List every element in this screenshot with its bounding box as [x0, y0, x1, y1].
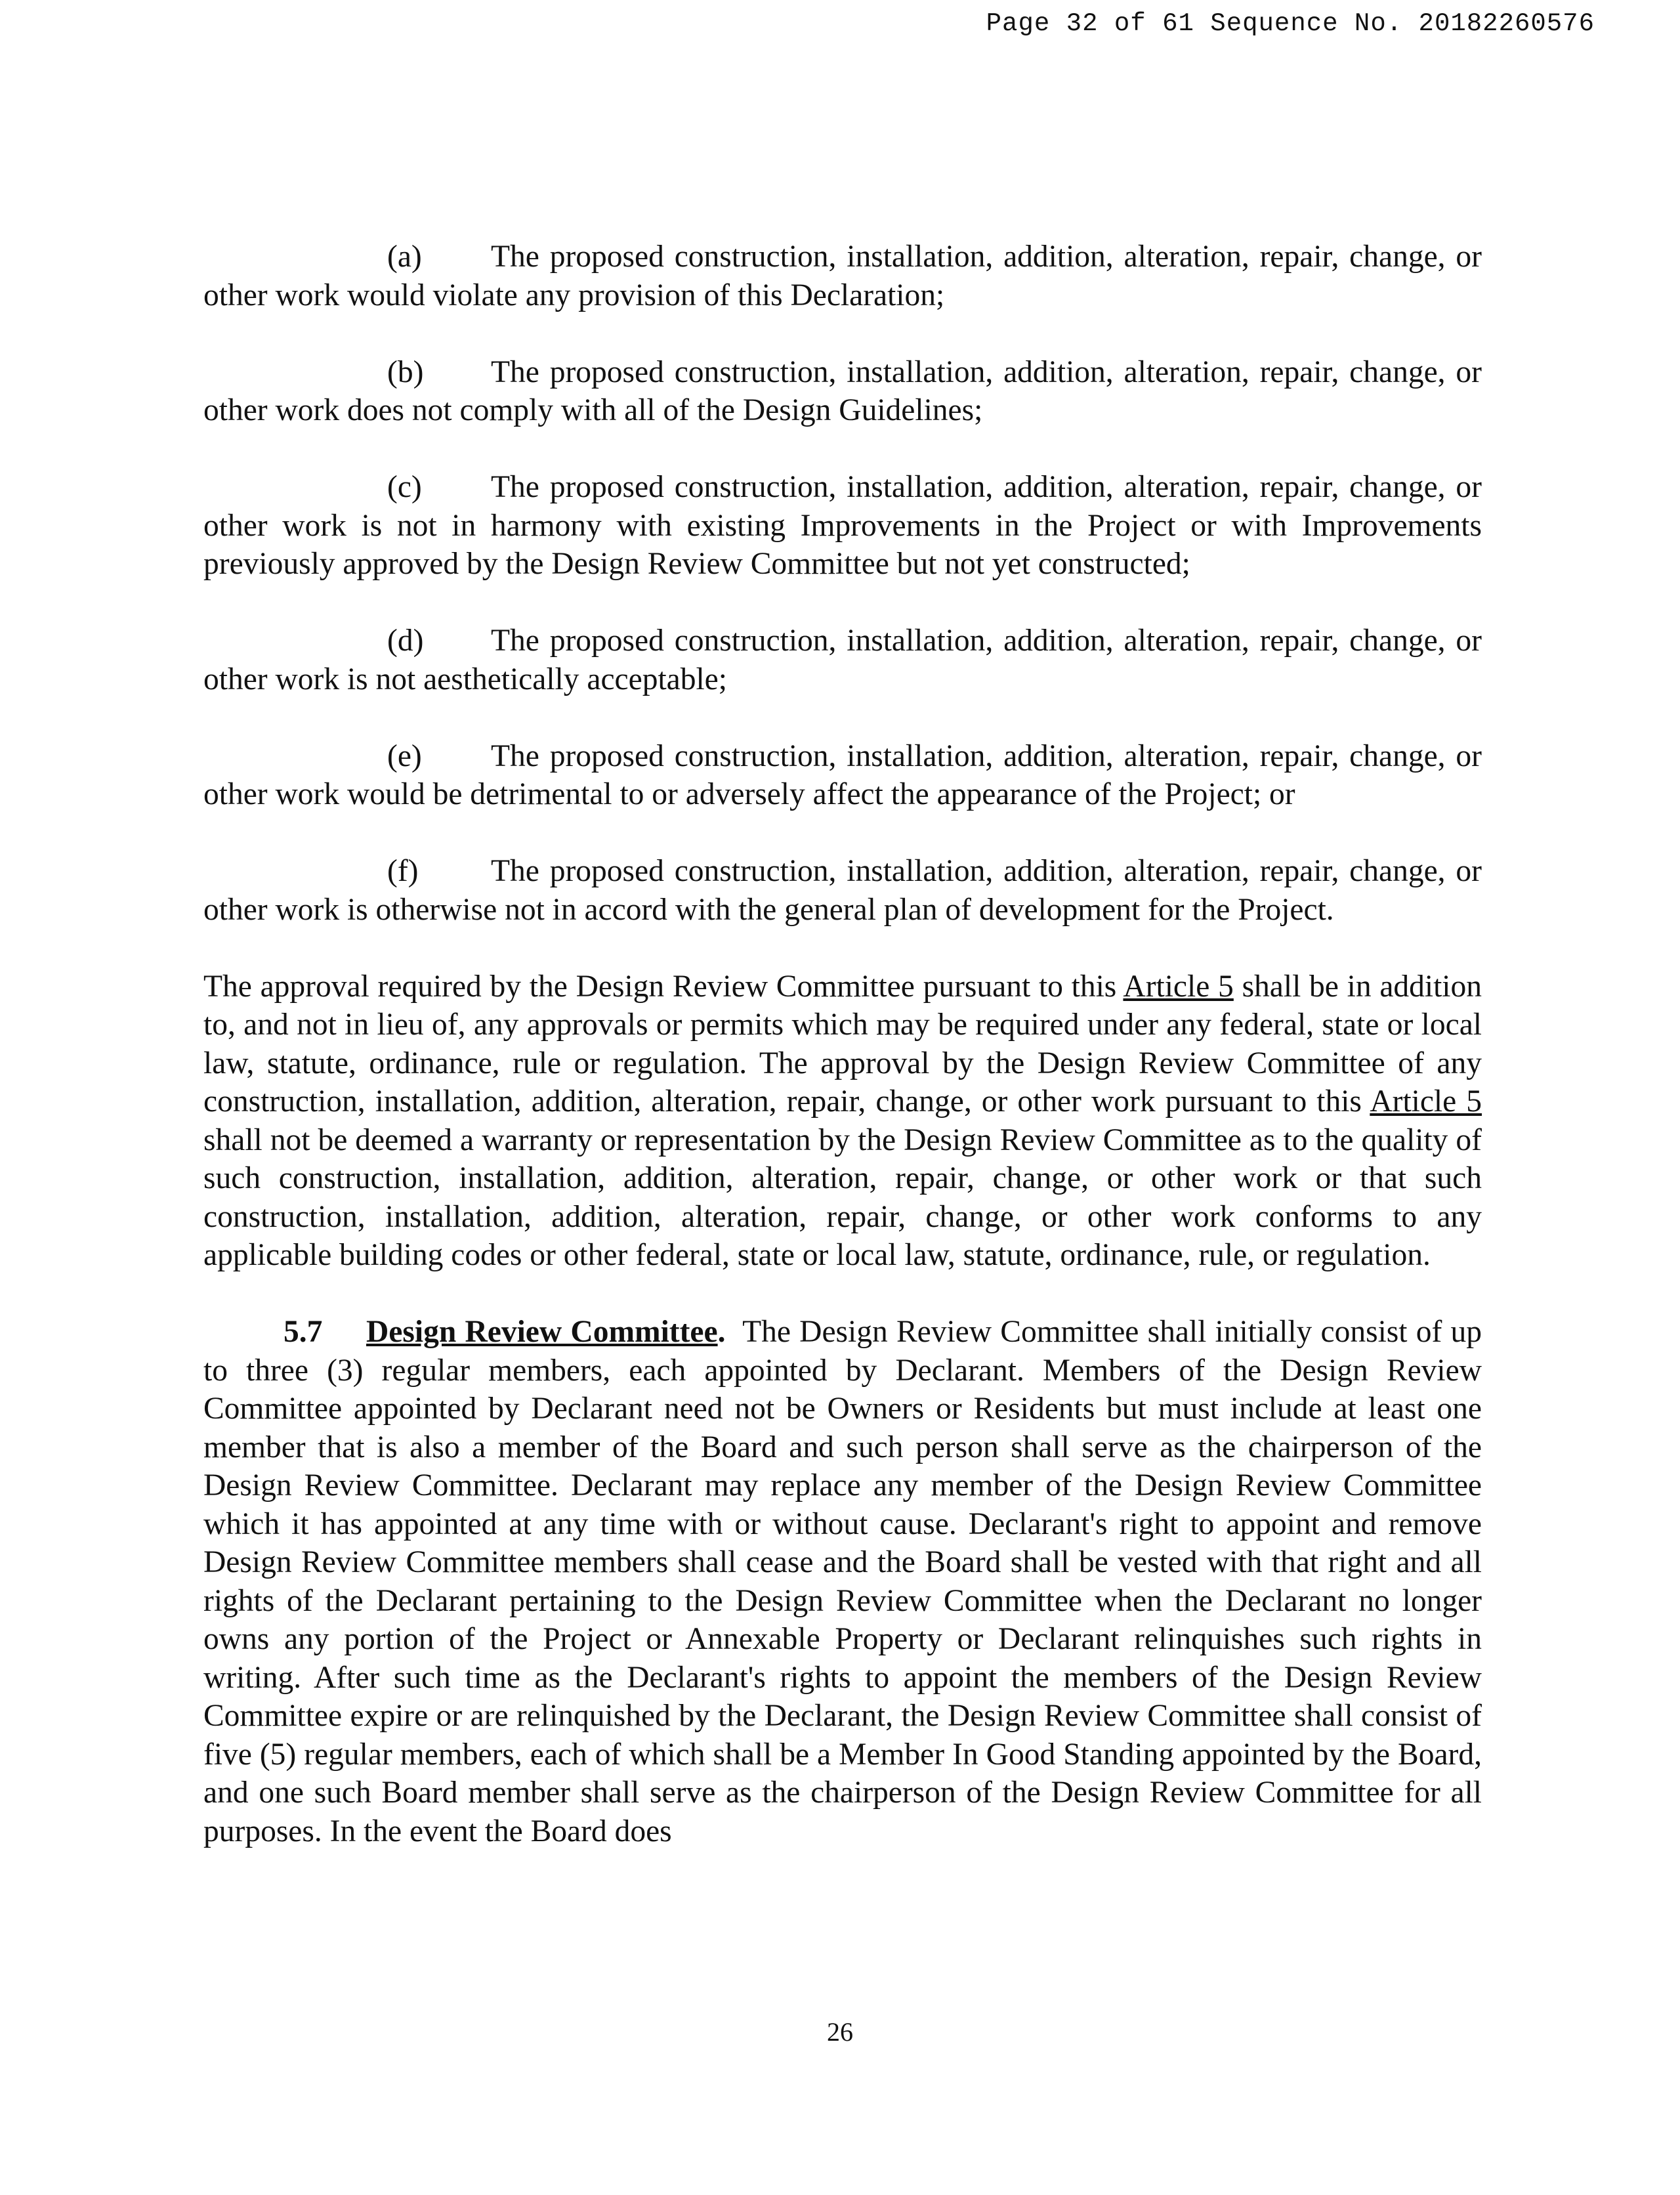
item-label: (f): [387, 854, 419, 888]
item-text: The proposed construction, installation, addition, alteration, repair, change, or other work is not aesthetically acceptable;: [203, 624, 1482, 696]
section-heading-suffix: .: [717, 1315, 726, 1349]
list-item: [203, 852, 1482, 929]
approval-text-1: The approval required by the Design Review Committee pursuant to this: [203, 969, 1124, 1004]
approval-paragraph: [203, 968, 1482, 1275]
item-label: (a): [387, 240, 422, 274]
list-item: [203, 353, 1482, 430]
item-label: (e): [387, 738, 422, 773]
item-label: (c): [387, 470, 422, 504]
page-header: Page 32 of 61 Sequence No. 20182260576: [986, 9, 1595, 38]
document-body: [203, 238, 1482, 1850]
list-item: [203, 238, 1482, 314]
list-item: [203, 622, 1482, 698]
section-5-7: [203, 1313, 1482, 1850]
item-text: The proposed construction, installation, addition, alteration, repair, change, or other work would be detrimental to or adversely affect the appearance of the Project; or: [203, 738, 1482, 811]
item-text: The proposed construction, installation, addition, alteration, repair, change, or other work is not in harmony with existing Improvements in the Project or with Improvements previously approved by the Design Review Committee but not yet constructed;: [203, 470, 1482, 581]
item-label: (d): [387, 624, 424, 658]
list-item: [203, 737, 1482, 814]
item-text: The proposed construction, installation, addition, alteration, repair, change, or other work would violate any provision of this Declaration;: [203, 240, 1482, 312]
item-text: The proposed construction, installation, addition, alteration, repair, change, or other work is otherwise not in accord with the general plan of development for the Project.: [203, 854, 1482, 927]
section-heading: Design Review Committee: [366, 1315, 718, 1349]
page-number: 26: [827, 2017, 853, 2047]
section-number: 5.7: [284, 1315, 323, 1349]
section-text: The Design Review Committee shall initially consist of up to three (3) regular members, each appointed by Declarant. Members of the Design Review Committee appointed by Declarant need not be Owners or Residents but must include at least one member that is also a member of the Board and such person shall serve as the chairperson of the Design Review Committee. Declarant may replace any member of the Design Review Committee which it has appointed at any time with or without cause. Declarant's right to appoint and remove Design Review Committee members shall cease and the Board shall be vested with that right and all rights of the Declarant pertaining to the Design Review Committee when the Declarant no longer owns any portion of the Project or Annexable Property or Declarant relinquishes such rights in writing. After such time as the Declarant's rights to appoint the members of the Design Review Committee expire or are relinquished by the Declarant, the Design Review Committee shall consist of five (5) regular members, each of which shall be a Member In Good Standing appointed by the Board, and one such Board member shall serve as the chairperson of the Design Review Committee for all purposes. In the event the Board does: [203, 1315, 1482, 1848]
article-reference-link: Article 5: [1370, 1084, 1482, 1119]
article-reference-link: Article 5: [1123, 969, 1234, 1004]
list-item: [203, 468, 1482, 584]
approval-text-2: shall be in addition to, and not in lieu of, any approvals or permits which may be required under any federal, state or local law, statute, ordinance, rule or regulation. The approval by the Design Review Committee of any construction, installation, addition, alteration, repair, change, or other work pursuant to this: [203, 969, 1482, 1119]
approval-text-3: shall not be deemed a warranty or representation by the Design Review Committee as to the quality of such construction, installation, addition, alteration, repair, change, or other work or that such construction, installation, addition, alteration, repair, change, or other work conforms to any applicable building codes or other federal, state or local law, statute, ordinance, rule, or regulation.: [203, 1122, 1482, 1272]
item-text: The proposed construction, installation, addition, alteration, repair, change, or other work does not comply with all of the Design Guidelines;: [203, 354, 1482, 427]
item-label: (b): [387, 354, 424, 389]
